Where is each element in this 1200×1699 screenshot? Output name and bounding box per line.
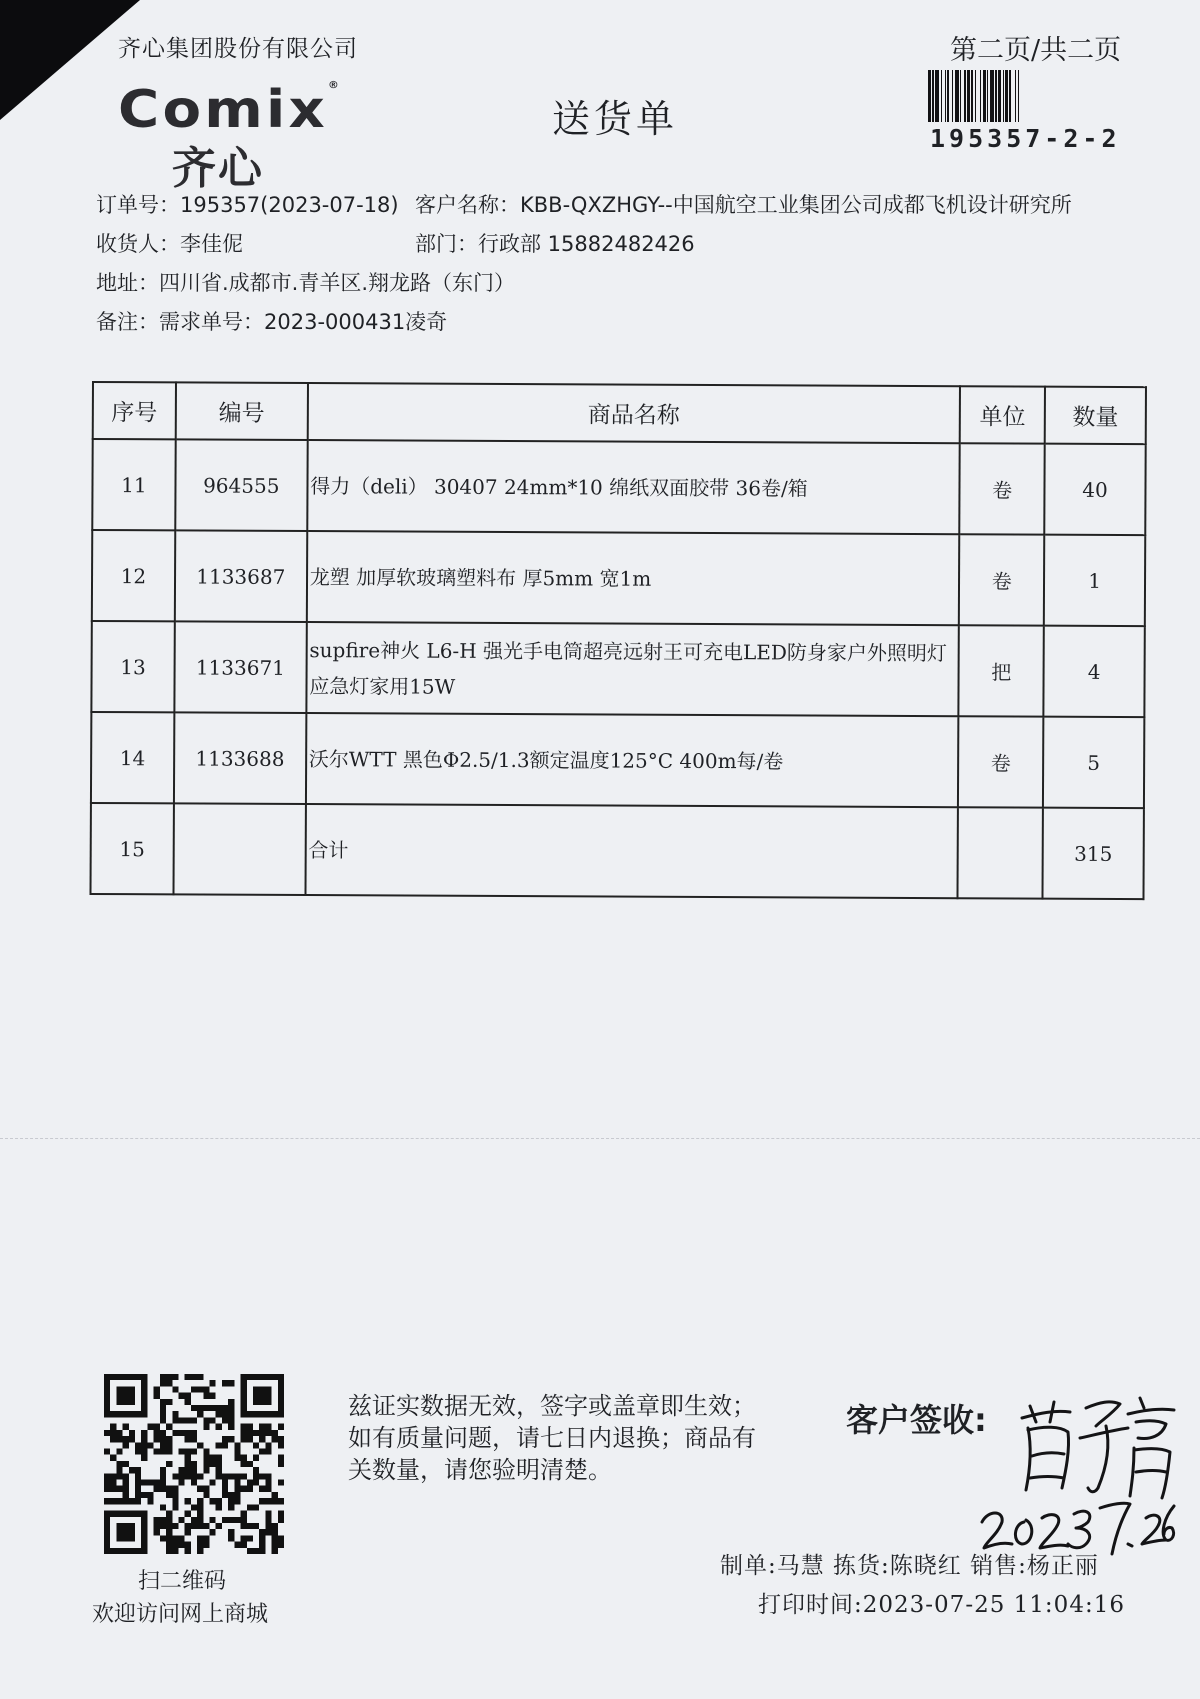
cell-quantity: 5 xyxy=(1043,717,1144,808)
print-time: 打印时间:2023-07-25 11:04:16 xyxy=(758,1592,1125,1618)
table-header-row xyxy=(93,382,1146,444)
qr-caption-mall: 欢迎访问网上商城 xyxy=(92,1602,269,1627)
cell-seq: 15 xyxy=(90,803,173,894)
header-seq: 序号 xyxy=(93,382,176,439)
header-product-name: 商品名称 xyxy=(307,383,960,443)
cell-unit: 卷 xyxy=(960,443,1045,534)
receiver: 收货人：李佳伲 xyxy=(96,232,243,256)
header-code: 编号 xyxy=(176,382,308,440)
department: 部门：行政部 15882482426 xyxy=(415,232,695,256)
cell-quantity: 4 xyxy=(1043,626,1144,717)
cell-unit: 卷 xyxy=(958,716,1043,807)
table-total-row xyxy=(90,803,1143,899)
cell-code: 1133687 xyxy=(175,530,307,622)
cell-code: 1133688 xyxy=(174,712,306,804)
remark: 备注：需求单号：2023-000431凌奇 xyxy=(96,310,448,334)
header-unit: 单位 xyxy=(960,386,1045,443)
qr-caption-scan: 扫二维码 xyxy=(138,1569,227,1594)
cell-unit: 把 xyxy=(959,625,1044,716)
cell-product-name: supfire神火 L6-H 强光手电筒超亮远射王可充电LED防身家户外照明灯应急灯家用15W xyxy=(306,622,959,716)
cell-seq: 11 xyxy=(92,439,175,530)
cell-total-quantity: 315 xyxy=(1043,808,1144,899)
logo-text-cn: 齐心 xyxy=(172,143,264,194)
cell-unit: 卷 xyxy=(959,534,1044,625)
makers-line: 制单:马慧 拣货:陈晓红 销售:杨正丽 xyxy=(720,1553,1099,1579)
cell-seq: 14 xyxy=(91,712,174,803)
items-table xyxy=(89,381,1146,900)
cell-code: 1133671 xyxy=(174,621,306,713)
cell-product-name: 龙塑 加厚软玻璃塑料布 厚5mm 宽1m xyxy=(307,531,960,625)
cell-quantity: 1 xyxy=(1044,535,1145,626)
customer-name: 客户名称：KBB-QXZHGY--中国航空工业集团公司成都飞机设计研究所 xyxy=(415,193,1072,217)
barcode-number: 195357-2-2 xyxy=(930,124,1121,153)
qr-code xyxy=(104,1374,284,1554)
document-title: 送货单 xyxy=(552,97,679,141)
table-row xyxy=(91,621,1144,717)
fold-line xyxy=(0,1138,1200,1139)
cell-code xyxy=(173,803,305,895)
barcode xyxy=(928,70,1142,122)
address: 地址：四川省.成都市.青羊区.翔龙路（东门） xyxy=(96,271,516,295)
handwritten-date xyxy=(978,1478,1178,1558)
header-quantity: 数量 xyxy=(1045,387,1146,444)
cell-seq: 13 xyxy=(91,621,174,712)
table-row xyxy=(92,439,1145,535)
order-number: 订单号：195357(2023-07-18) xyxy=(96,193,399,217)
cell-unit xyxy=(958,807,1043,898)
notice-text: 兹证实数据无效，签字或盖章即生效；如有质量问题，请七日内退换；商品有关数量，请您验明清楚。 xyxy=(348,1392,756,1484)
cell-product-name: 得力（deli） 30407 24mm*10 绵纸双面胶带 36卷/箱 xyxy=(307,440,960,534)
cell-seq: 12 xyxy=(92,530,175,621)
cell-total-label: 合计 xyxy=(305,804,958,898)
cell-quantity: 40 xyxy=(1044,444,1145,535)
table-row xyxy=(91,712,1144,808)
page-indicator: 第二页/共二页 xyxy=(950,35,1122,66)
table-row xyxy=(92,530,1145,626)
logo-text-en: Comix® xyxy=(118,80,343,140)
company-name: 齐心集团股份有限公司 xyxy=(118,36,358,62)
cell-code: 964555 xyxy=(175,439,307,531)
cell-product-name: 沃尔WTT 黑色Φ2.5/1.3额定温度125°C 400m每/卷 xyxy=(306,713,959,807)
customer-sign-label: 客户签收: xyxy=(846,1401,987,1439)
